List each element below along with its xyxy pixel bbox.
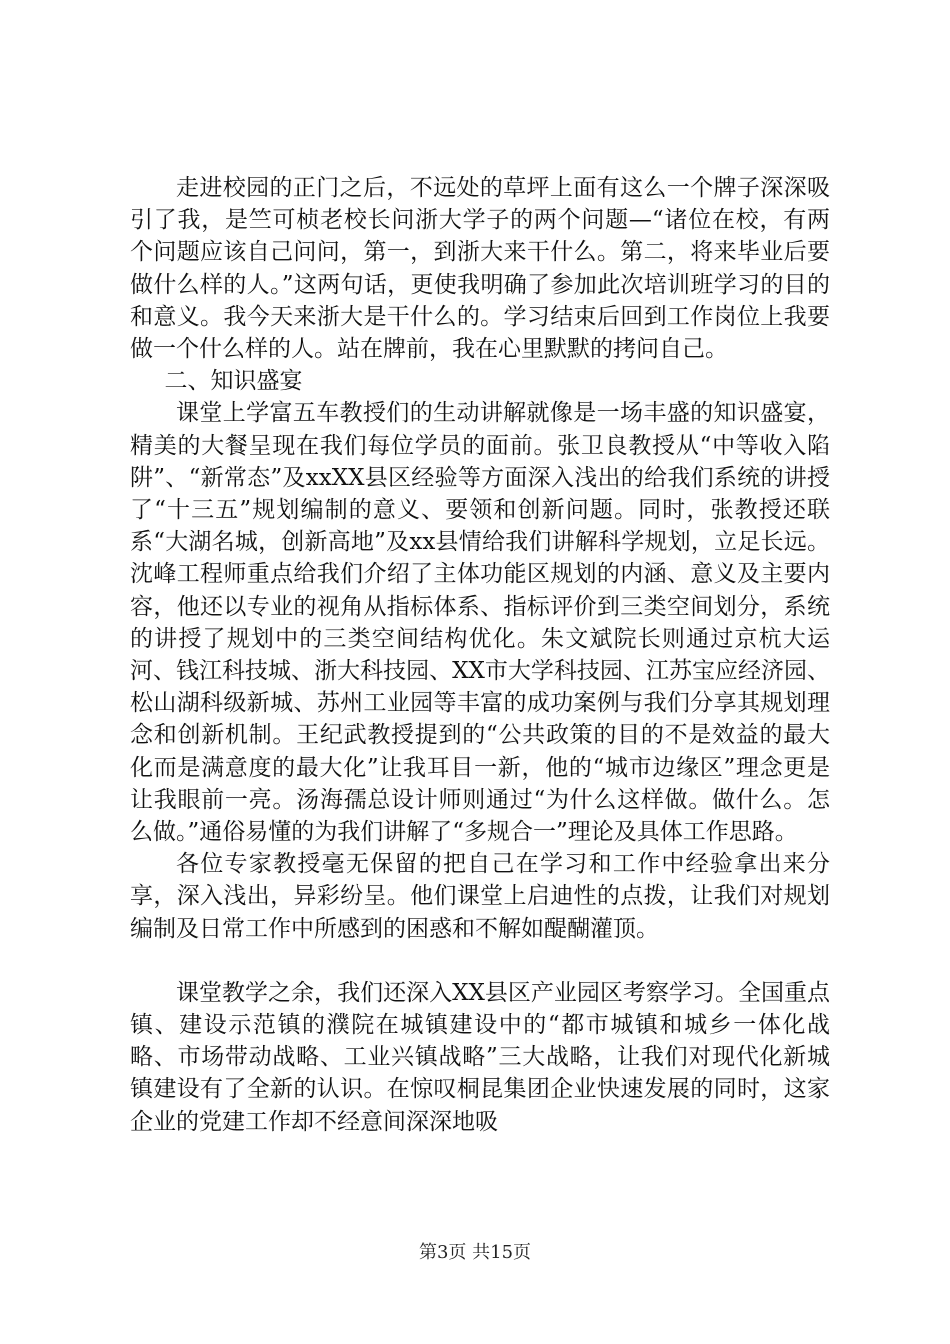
paragraph-field-study: 课堂教学之余，我们还深入XX县区产业园区考察学习。全国重点镇、建设示范镇的濮院在城镇建设中的“都市城镇和城乡一体化战略、市场带动战略、工业兴镇战略”三大战略，让我们对现代化新城镇建设有了全新的认识。在惊叹桐昆集团企业快速发展的同时，这家企业的党建工作却不经意间深深地吸 [130,979,830,1135]
page-number-footer: 第3页 共15页 [418,1242,532,1263]
section-heading-knowledge-feast: 二、知识盛宴 [164,368,303,395]
paragraph-campus-sign: 走进校园的正门之后，不远处的草坪上面有这么一个牌子深深吸引了我，是竺可桢老校长问浙大学子的两个问题—“诸位在校，有两个问题应该自己问问，第一，到浙大来干什么。第二，将来毕业后要做什么样的人。”这两句话，更使我明确了参加此次培训班学习的目的和意义。我今天来浙大是干什么的。学习结束后回到工作岗位上我要做一个什么样的人。站在牌前，我在心里默默的拷问自己。 [130,175,830,363]
paragraph-experts-sharing: 各位专家教授毫无保留的把自己在学习和工作中经验拿出来分享，深入浅出，异彩纷呈。他们课堂上启迪性的点拨，让我们对规划编制及日常工作中所感到的困惑和不解如醍醐灌顶。 [130,851,830,942]
document-body [130,172,830,1138]
paragraph-classroom-lectures: 课堂上学富五车教授们的生动讲解就像是一场丰盛的知识盛宴，精美的大餐呈现在我们每位学员的面前。张卫良教授从“中等收入陷阱”、“新常态”及xxXX县区经验等方面深入浅出的给我们系统的讲授了“十三五”规划编制的意义、要领和创新问题。同时，张教授还联系“大湖名城，创新高地”及xx县情给我们讲解科学规划，立足长远。沈峰工程师重点给我们介绍了主体功能区规划的内涵、意义及主要内容，他还以专业的视角从指标体系、指标评价到三类空间划分，系统的讲授了规划中的三类空间结构优化。朱文斌院长则通过京杭大运河、钱江科技城、浙大科技园、XX市大学科技园、江苏宝应经济园、松山湖科级新城、苏州工业园等丰富的成功案例与我们分享其规划理念和创新机制。王纪武教授提到的“公共政策的目的不是效益的最大化而是满意度的最大化”让我耳目一新，他的“城市边缘区”理念更是让我眼前一亮。汤海孺总设计师则通过“为什么这样做。做什么。怎么做。”通俗易懂的为我们讲解了“多规合一”理论及具体工作思路。 [130,400,830,846]
